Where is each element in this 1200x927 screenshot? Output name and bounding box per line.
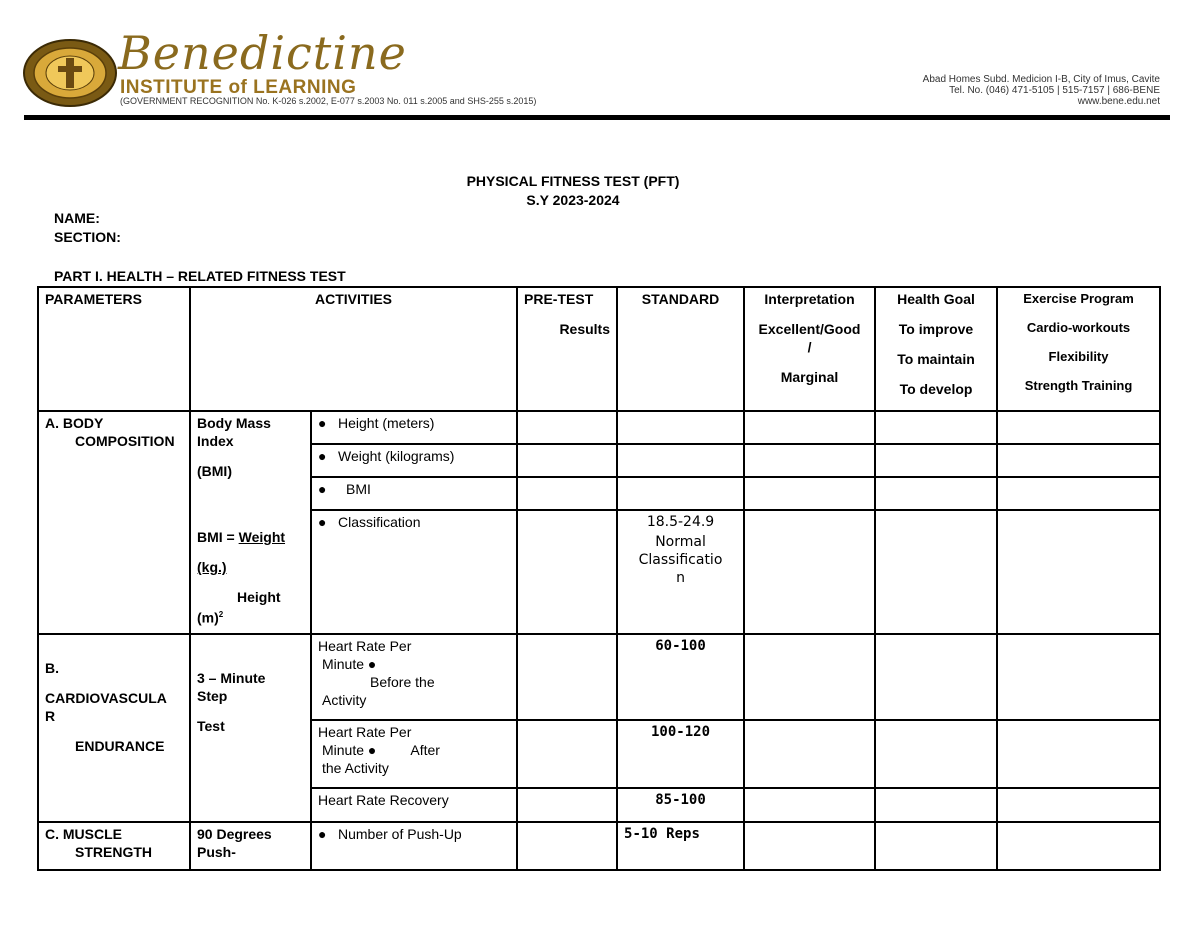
- brand-recognition: (GOVERNMENT RECOGNITION No. K-026 s.2002, E-077 s.2003 No. 011 s.2005 and SHS-255 s.2015): [120, 96, 537, 106]
- website: www.bene.edu.net: [1077, 96, 1160, 107]
- cell-empty[interactable]: [875, 444, 997, 477]
- standard-pushup: 5-10 Reps: [617, 822, 744, 870]
- cell-empty[interactable]: [744, 634, 875, 720]
- contact-block: [923, 74, 1160, 107]
- item-classification: ● Classification: [311, 510, 517, 634]
- telephone: Tel. No. (046) 471-5105 | 515-7157 | 686-BENE: [949, 85, 1160, 96]
- section-label: SECTION:: [54, 229, 121, 245]
- cell-empty[interactable]: [875, 822, 997, 870]
- item-weight: ● Weight (kilograms): [311, 444, 517, 477]
- header-pretest: PRE-TEST Results: [517, 287, 617, 411]
- cell-empty[interactable]: [517, 720, 617, 788]
- cell-empty[interactable]: [997, 477, 1160, 510]
- param-muscle-strength: C. MUSCLE STRENGTH: [38, 822, 190, 870]
- standard-hr-after: 100-120: [617, 720, 744, 788]
- cell-empty[interactable]: [617, 444, 744, 477]
- cell-empty[interactable]: [744, 477, 875, 510]
- cell-empty[interactable]: [744, 720, 875, 788]
- cell-empty[interactable]: [997, 822, 1160, 870]
- header-exercise-program: Exercise Program Cardio-workouts Flexibility Strength Training: [997, 287, 1160, 411]
- cell-empty[interactable]: [875, 510, 997, 634]
- school-seal-logo: [22, 38, 118, 108]
- part-title: PART I. HEALTH – RELATED FITNESS TEST: [54, 268, 346, 284]
- cell-empty[interactable]: [517, 822, 617, 870]
- header-activities: ACTIVITIES: [190, 287, 517, 411]
- activity-bmi: Body Mass Index (BMI) BMI = Weight (kg.) Height $(m)^2$: [190, 411, 311, 634]
- header-row: [38, 287, 1160, 411]
- item-hr-before: Heart Rate Per Minute ● Before the Activity: [311, 634, 517, 720]
- table-row: [38, 634, 1160, 720]
- header-divider: [24, 115, 1170, 120]
- header-standard: STANDARD: [617, 287, 744, 411]
- cell-empty[interactable]: [517, 634, 617, 720]
- cell-empty[interactable]: [517, 444, 617, 477]
- cell-empty[interactable]: [517, 411, 617, 444]
- item-bmi: ● BMI: [311, 477, 517, 510]
- cell-empty[interactable]: [875, 634, 997, 720]
- standard-hr-before: 60-100: [617, 634, 744, 720]
- header-health-goal: Health Goal To improve To maintain To develop: [875, 287, 997, 411]
- cell-empty[interactable]: [997, 510, 1160, 634]
- cell-empty[interactable]: [517, 788, 617, 822]
- activity-pushup: 90 Degrees Push-: [190, 822, 311, 870]
- school-year: S.Y 2023-2024: [526, 192, 620, 208]
- cell-empty[interactable]: [875, 788, 997, 822]
- standard-hr-recovery: 85-100: [617, 788, 744, 822]
- address: Abad Homes Subd. Medicion I-B, City of Imus, Cavite: [922, 74, 1160, 85]
- table-row: [38, 411, 1160, 444]
- cell-empty[interactable]: [617, 411, 744, 444]
- header-parameters: PARAMETERS: [38, 287, 190, 411]
- brand-script-name: Benedictine: [118, 26, 407, 80]
- item-height: ● Height (meters): [311, 411, 517, 444]
- cell-empty[interactable]: [875, 477, 997, 510]
- cell-empty[interactable]: [744, 444, 875, 477]
- param-body-composition: A. BODY COMPOSITION: [38, 411, 190, 634]
- item-pushup-count: ● Number of Push-Up: [311, 822, 517, 870]
- document-title: PHYSICAL FITNESS TEST (PFT): [466, 173, 680, 189]
- bmi-formula: BMI = Weight: [197, 529, 286, 545]
- cell-empty[interactable]: [744, 510, 875, 634]
- cell-empty[interactable]: [744, 788, 875, 822]
- cell-empty[interactable]: [875, 411, 997, 444]
- standard-bmi: 18.5-24.9 Normal Classificatio n: [617, 510, 744, 634]
- param-cardiovascular: B. CARDIOVASCULA R ENDURANCE: [38, 634, 190, 822]
- cell-empty[interactable]: [997, 411, 1160, 444]
- cell-empty[interactable]: [875, 720, 997, 788]
- fitness-test-table: [37, 286, 1161, 871]
- cell-empty[interactable]: [997, 788, 1160, 822]
- header-interpretation: Interpretation Excellent/Good / Marginal: [744, 287, 875, 411]
- activity-step-test: 3 – Minute Step Test: [190, 634, 311, 822]
- cell-empty[interactable]: [517, 510, 617, 634]
- cell-empty[interactable]: [997, 634, 1160, 720]
- item-hr-recovery: Heart Rate Recovery: [311, 788, 517, 822]
- cell-empty[interactable]: [997, 720, 1160, 788]
- name-label: NAME:: [54, 210, 100, 226]
- cell-empty[interactable]: [744, 822, 875, 870]
- cell-empty[interactable]: [997, 444, 1160, 477]
- cell-empty[interactable]: [517, 477, 617, 510]
- cell-empty[interactable]: [744, 411, 875, 444]
- brand-institute: INSTITUTE of LEARNING: [120, 77, 357, 98]
- item-hr-after: Heart Rate Per Minute ● After the Activity: [311, 720, 517, 788]
- cell-empty[interactable]: [617, 477, 744, 510]
- table-row: [38, 822, 1160, 870]
